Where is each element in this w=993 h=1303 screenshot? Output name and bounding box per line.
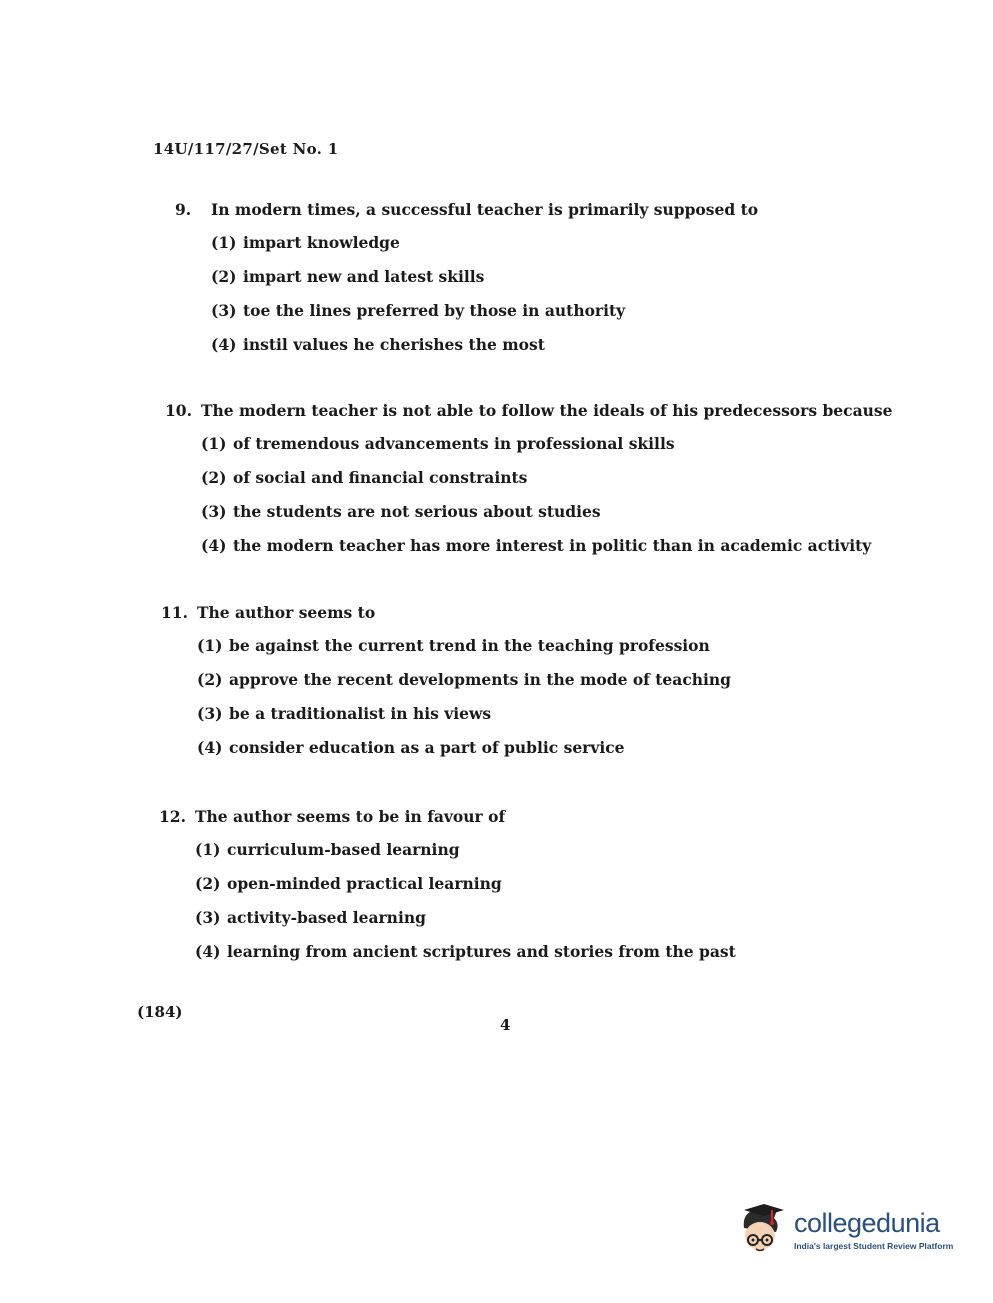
option-number: (4) [211,335,237,354]
question-number: 10. [165,401,192,420]
option-text: open-minded practical learning [227,874,502,893]
option-item [211,233,758,252]
option-item [201,502,892,521]
option-text: curriculum-based learning [227,840,460,859]
question-text: The author seems to [197,603,376,622]
question-11 [161,603,731,772]
option-number: (2) [195,874,221,893]
option-item [197,670,731,689]
option-item [201,536,892,555]
question-9 [175,200,758,369]
option-item [197,636,731,655]
page-number: 4 [500,1016,511,1034]
option-number: (1) [197,636,223,655]
question-number: 12. [159,807,186,826]
option-number: (1) [195,840,221,859]
footer-code: (184) [137,1003,183,1021]
option-item [197,704,731,723]
brand-tagline: India's largest Student Review Platform [794,1240,954,1251]
option-number: (4) [197,738,223,757]
option-text: be a traditionalist in his views [229,704,492,723]
brand-name: collegedunia [794,1207,940,1238]
question-12 [159,807,736,976]
option-number: (3) [211,301,237,320]
option-text: instil values he cherishes the most [243,335,545,354]
mascot-icon [738,1204,788,1256]
option-number: (2) [211,267,237,286]
option-text: impart new and latest skills [243,267,485,286]
option-text: the students are not serious about studies [233,502,601,521]
option-text: activity-based learning [227,908,426,927]
question-text: The author seems to be in favour of [195,807,506,826]
option-number: (1) [201,434,227,453]
option-text: the modern teacher has more interest in politic than in academic activity [233,536,872,555]
option-list [197,636,731,757]
option-number: (3) [197,704,223,723]
option-item [201,468,892,487]
option-text: learning from ancient scriptures and stories from the past [227,942,736,961]
option-text: toe the lines preferred by those in authority [243,301,626,320]
option-text: approve the recent developments in the mode of teaching [229,670,732,689]
option-text: of tremendous advancements in professional skills [233,434,675,453]
page-header: 14U/117/27/Set No. 1 [153,140,339,158]
option-item [195,874,736,893]
watermark-logo [738,1200,968,1260]
option-item [197,738,731,757]
option-text: impart knowledge [243,233,400,252]
option-number: (4) [195,942,221,961]
option-item [211,335,758,354]
option-number: (3) [201,502,227,521]
question-text: In modern times, a successful teacher is primarily supposed to [211,200,759,219]
option-item [201,434,892,453]
option-list [201,434,892,555]
question-number: 11. [161,603,188,622]
option-item [211,267,758,286]
option-number: (1) [211,233,237,252]
option-number: (3) [195,908,221,927]
option-number: (2) [197,670,223,689]
option-text: consider education as a part of public service [229,738,625,757]
option-text: be against the current trend in the teaching profession [229,636,710,655]
option-list [195,840,736,961]
option-list [211,233,758,354]
option-item [195,840,736,859]
option-item [211,301,758,320]
question-number: 9. [175,200,192,219]
option-number: (2) [201,468,227,487]
option-item [195,908,736,927]
option-text: of social and financial constraints [233,468,528,487]
question-10 [165,401,892,570]
question-text: The modern teacher is not able to follow the ideals of his predecessors because [201,401,893,420]
option-number: (4) [201,536,227,555]
option-item [195,942,736,961]
